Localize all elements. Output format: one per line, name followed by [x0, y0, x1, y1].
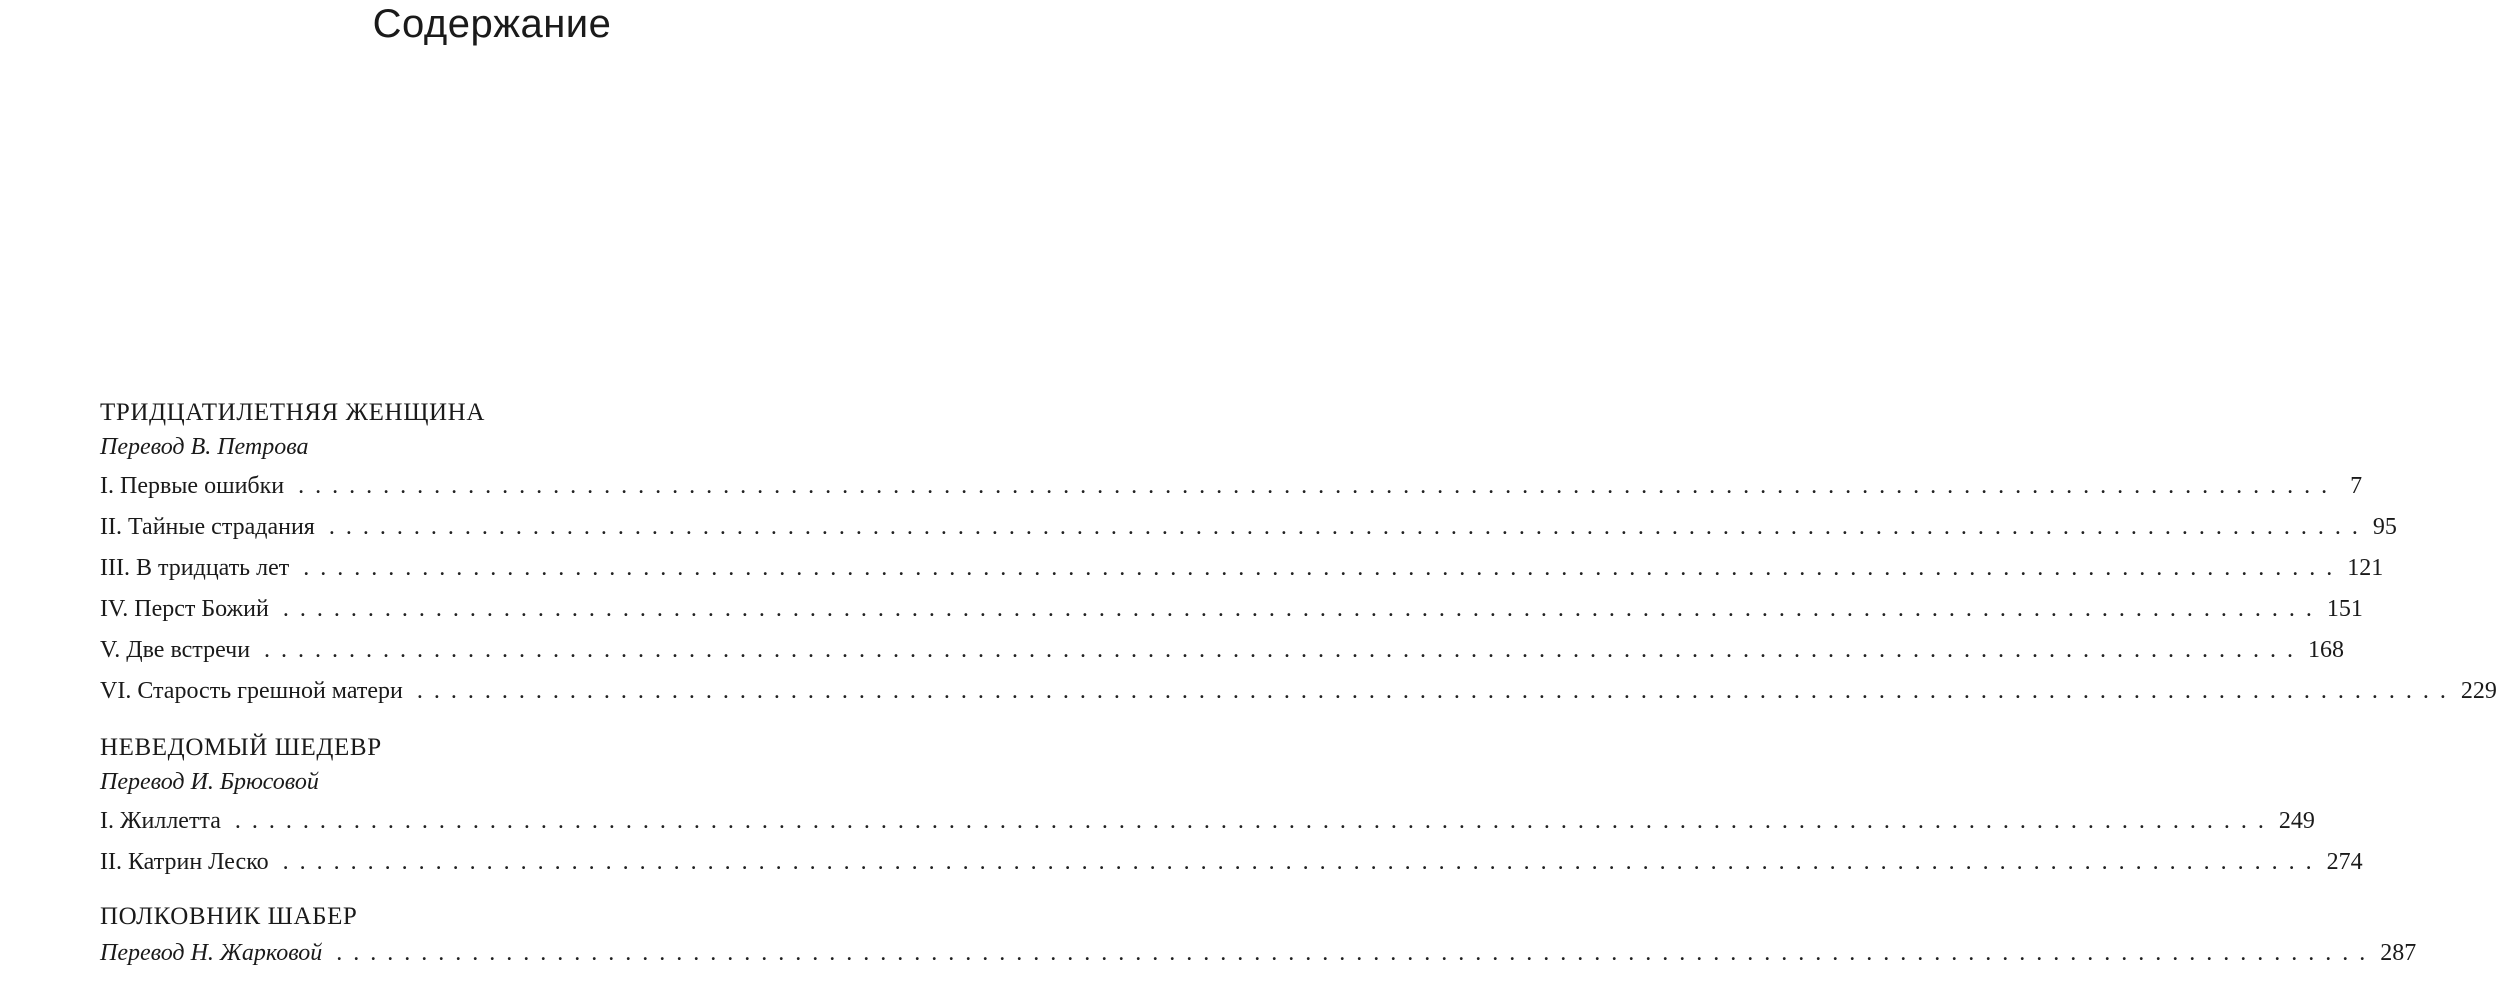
page-number: 95 — [2372, 514, 2397, 540]
toc-section — [100, 730, 2363, 883]
entry-label: IV. Перст Божий — [100, 596, 269, 622]
translator-credit: Перевод В. Петрова — [100, 434, 309, 460]
dot-leader: ........................................................................................................................ — [282, 849, 2323, 875]
toc-section — [100, 395, 2497, 712]
toc-entry[interactable] — [100, 507, 2397, 548]
entry-label: II. Катрин Леско — [100, 849, 269, 875]
entry-label: II. Тайные страдания — [100, 514, 315, 540]
toc-entry[interactable] — [100, 671, 2497, 712]
toc-section — [100, 899, 2417, 971]
entry-label: I. Жиллетта — [100, 808, 221, 834]
page-title: Содержание — [372, 2, 612, 46]
dot-leader: ........................................................................................................................ — [416, 678, 2457, 704]
dot-leader: ........................................................................................................................ — [303, 555, 2344, 581]
page-number: 274 — [2326, 849, 2363, 875]
dot-leader: ........................................................................................................................ — [234, 808, 2275, 834]
section-title: ТРИДЦАТИЛЕТНЯЯ ЖЕНЩИНА — [100, 399, 485, 426]
dot-leader: ........................................................................................................................ — [336, 940, 2377, 966]
page-number: 168 — [2308, 637, 2345, 663]
toc-entry[interactable] — [100, 630, 2345, 671]
dot-leader: ........................................................................................................................ — [264, 637, 2305, 663]
toc-entry[interactable] — [100, 801, 2315, 842]
section-title: НЕВЕДОМЫЙ ШЕДЕВР — [100, 734, 382, 761]
entry-label: I. Первые ошибки — [100, 473, 285, 499]
entry-label: VI. Старость грешной матери — [100, 678, 403, 704]
page-number: 121 — [2347, 555, 2384, 581]
page-number: 249 — [2278, 808, 2315, 834]
translator-credit: Перевод Н. Жарковой — [100, 940, 323, 966]
dot-leader: ........................................................................................................................ — [282, 596, 2323, 622]
page-number: 7 — [2350, 473, 2363, 499]
table-of-contents — [100, 395, 2497, 971]
entry-label: III. В тридцать лет — [100, 555, 290, 581]
page-number: 287 — [2380, 940, 2417, 966]
translator-credit: Перевод И. Брюсовой — [100, 769, 319, 795]
toc-entry[interactable] — [100, 842, 2363, 883]
toc-entry[interactable] — [100, 466, 2363, 507]
dot-leader: ........................................................................................................................ — [298, 473, 2339, 499]
toc-entry[interactable] — [100, 548, 2384, 589]
page-number: 229 — [2460, 678, 2497, 704]
section-title: ПОЛКОВНИК ШАБЕР — [100, 903, 358, 930]
entry-label: V. Две встречи — [100, 637, 251, 663]
dot-leader: ........................................................................................................................ — [328, 514, 2369, 540]
page-number: 151 — [2326, 596, 2363, 622]
toc-entry[interactable] — [100, 935, 2417, 971]
toc-entry[interactable] — [100, 589, 2363, 630]
